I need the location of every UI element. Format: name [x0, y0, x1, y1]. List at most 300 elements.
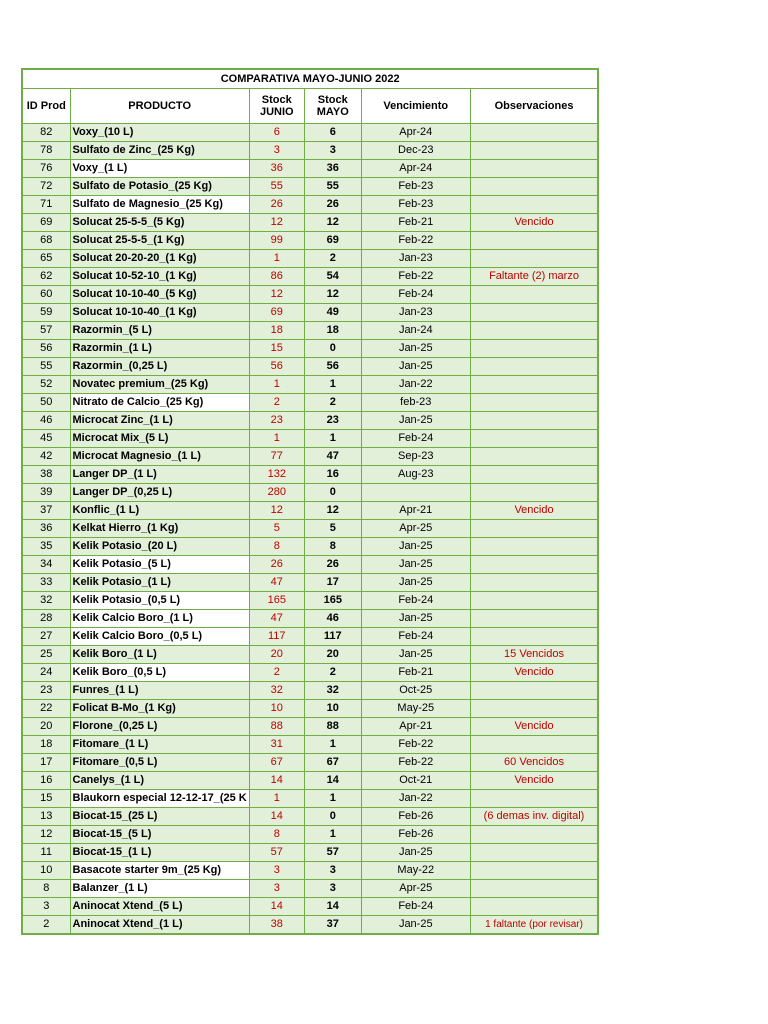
cell-id: 15 — [22, 790, 70, 808]
cell-stock-junio: 3 — [249, 142, 304, 160]
cell-producto: Biocat-15_(1 L) — [70, 844, 249, 862]
cell-stock-junio: 2 — [249, 664, 304, 682]
cell-stock-junio: 1 — [249, 376, 304, 394]
cell-observaciones: Faltante (2) marzo — [470, 268, 598, 286]
table-row — [22, 160, 598, 178]
cell-stock-mayo: 0 — [304, 808, 361, 826]
header-stock-junio — [249, 89, 304, 124]
cell-id: 18 — [22, 736, 70, 754]
cell-producto: Microcat Mix_(5 L) — [70, 430, 249, 448]
cell-id: 45 — [22, 430, 70, 448]
cell-observaciones — [470, 736, 598, 754]
cell-stock-mayo: 8 — [304, 538, 361, 556]
cell-stock-junio: 15 — [249, 340, 304, 358]
cell-stock-mayo: 12 — [304, 214, 361, 232]
cell-producto: Kelik Calcio Boro_(0,5 L) — [70, 628, 249, 646]
cell-producto: Kelik Potasio_(0,5 L) — [70, 592, 249, 610]
cell-vencimiento: Feb-21 — [361, 214, 470, 232]
cell-vencimiento: Apr-25 — [361, 520, 470, 538]
cell-observaciones — [470, 538, 598, 556]
cell-producto: Razormin_(5 L) — [70, 322, 249, 340]
cell-vencimiento: Feb-24 — [361, 628, 470, 646]
cell-vencimiento: Apr-21 — [361, 502, 470, 520]
cell-observaciones — [470, 862, 598, 880]
cell-id: 46 — [22, 412, 70, 430]
cell-id: 37 — [22, 502, 70, 520]
table-row — [22, 736, 598, 754]
cell-stock-mayo: 1 — [304, 430, 361, 448]
cell-id: 60 — [22, 286, 70, 304]
cell-producto: Aninocat Xtend_(1 L) — [70, 916, 249, 935]
cell-producto: Solucat 25-5-5_(1 Kg) — [70, 232, 249, 250]
cell-vencimiento: Jan-22 — [361, 790, 470, 808]
cell-id: 24 — [22, 664, 70, 682]
cell-stock-junio: 57 — [249, 844, 304, 862]
header-producto: PRODUCTO — [70, 89, 249, 124]
cell-id: 56 — [22, 340, 70, 358]
cell-stock-junio: 12 — [249, 214, 304, 232]
cell-stock-mayo: 3 — [304, 142, 361, 160]
cell-stock-junio: 69 — [249, 304, 304, 322]
cell-stock-junio: 8 — [249, 826, 304, 844]
cell-stock-mayo: 67 — [304, 754, 361, 772]
cell-stock-mayo: 1 — [304, 826, 361, 844]
table-row — [22, 286, 598, 304]
cell-stock-junio: 1 — [249, 250, 304, 268]
cell-stock-mayo: 69 — [304, 232, 361, 250]
cell-observaciones — [470, 178, 598, 196]
cell-producto: Aninocat Xtend_(5 L) — [70, 898, 249, 916]
cell-stock-mayo: 26 — [304, 556, 361, 574]
cell-stock-mayo: 17 — [304, 574, 361, 592]
cell-stock-mayo: 57 — [304, 844, 361, 862]
cell-stock-junio: 67 — [249, 754, 304, 772]
table-row — [22, 808, 598, 826]
cell-producto: Sulfato de Magnesio_(25 Kg) — [70, 196, 249, 214]
cell-id: 20 — [22, 718, 70, 736]
cell-observaciones: 60 Vencidos — [470, 754, 598, 772]
cell-id: 57 — [22, 322, 70, 340]
cell-stock-mayo: 1 — [304, 736, 361, 754]
cell-id: 38 — [22, 466, 70, 484]
cell-id: 78 — [22, 142, 70, 160]
cell-vencimiento: Feb-22 — [361, 268, 470, 286]
cell-observaciones: 15 Vencidos — [470, 646, 598, 664]
cell-id: 27 — [22, 628, 70, 646]
cell-stock-junio: 280 — [249, 484, 304, 502]
cell-stock-junio: 10 — [249, 700, 304, 718]
cell-vencimiento: Aug-23 — [361, 466, 470, 484]
cell-vencimiento: Apr-25 — [361, 880, 470, 898]
cell-producto: Sulfato de Potasio_(25 Kg) — [70, 178, 249, 196]
cell-observaciones — [470, 484, 598, 502]
cell-stock-mayo: 14 — [304, 772, 361, 790]
cell-id: 82 — [22, 124, 70, 142]
table-row — [22, 646, 598, 664]
cell-id: 39 — [22, 484, 70, 502]
cell-vencimiento: Feb-21 — [361, 664, 470, 682]
cell-vencimiento: Dec-23 — [361, 142, 470, 160]
cell-observaciones: Vencido — [470, 664, 598, 682]
table-row — [22, 124, 598, 142]
cell-observaciones — [470, 358, 598, 376]
cell-observaciones — [470, 232, 598, 250]
table-row — [22, 898, 598, 916]
cell-stock-mayo: 20 — [304, 646, 361, 664]
cell-observaciones — [470, 340, 598, 358]
cell-vencimiento — [361, 484, 470, 502]
cell-observaciones — [470, 124, 598, 142]
cell-vencimiento: Feb-24 — [361, 592, 470, 610]
cell-stock-junio: 14 — [249, 898, 304, 916]
cell-stock-junio: 56 — [249, 358, 304, 376]
cell-producto: Konflic_(1 L) — [70, 502, 249, 520]
cell-observaciones — [470, 844, 598, 862]
cell-producto: Kelkat Hierro_(1 Kg) — [70, 520, 249, 538]
header-vencimiento: Vencimiento — [361, 89, 470, 124]
cell-stock-junio: 18 — [249, 322, 304, 340]
cell-producto: Kelik Calcio Boro_(1 L) — [70, 610, 249, 628]
table-row — [22, 700, 598, 718]
table-row — [22, 592, 598, 610]
cell-observaciones — [470, 700, 598, 718]
cell-observaciones — [470, 826, 598, 844]
cell-observaciones — [470, 556, 598, 574]
cell-producto: Nitrato de Calcio_(25 Kg) — [70, 394, 249, 412]
cell-observaciones — [470, 412, 598, 430]
cell-id: 76 — [22, 160, 70, 178]
cell-observaciones — [470, 430, 598, 448]
cell-vencimiento: Oct-21 — [361, 772, 470, 790]
cell-id: 42 — [22, 448, 70, 466]
cell-producto: Langer DP_(1 L) — [70, 466, 249, 484]
cell-stock-junio: 8 — [249, 538, 304, 556]
cell-vencimiento: Feb-22 — [361, 736, 470, 754]
cell-vencimiento: Jan-25 — [361, 916, 470, 935]
table-row — [22, 430, 598, 448]
cell-stock-mayo: 165 — [304, 592, 361, 610]
cell-vencimiento: Feb-24 — [361, 286, 470, 304]
cell-producto: Blaukorn especial 12-12-17_(25 K — [70, 790, 249, 808]
cell-stock-mayo: 2 — [304, 394, 361, 412]
cell-producto: Basacote starter 9m_(25 Kg) — [70, 862, 249, 880]
comparison-table — [21, 68, 599, 935]
cell-observaciones — [470, 394, 598, 412]
cell-vencimiento: Jan-25 — [361, 610, 470, 628]
cell-observaciones — [470, 790, 598, 808]
cell-id: 68 — [22, 232, 70, 250]
cell-id: 28 — [22, 610, 70, 628]
cell-stock-junio: 165 — [249, 592, 304, 610]
table-row — [22, 628, 598, 646]
table-row — [22, 412, 598, 430]
table-row — [22, 538, 598, 556]
table-row — [22, 232, 598, 250]
cell-stock-mayo: 1 — [304, 790, 361, 808]
cell-vencimiento: Feb-26 — [361, 808, 470, 826]
cell-observaciones — [470, 376, 598, 394]
table-row — [22, 556, 598, 574]
cell-id: 17 — [22, 754, 70, 772]
cell-stock-junio: 86 — [249, 268, 304, 286]
cell-stock-mayo: 55 — [304, 178, 361, 196]
cell-producto: Florone_(0,25 L) — [70, 718, 249, 736]
cell-observaciones: (6 demas inv. digital) — [470, 808, 598, 826]
cell-vencimiento: Jan-23 — [361, 250, 470, 268]
cell-producto: Microcat Magnesio_(1 L) — [70, 448, 249, 466]
cell-stock-mayo: 23 — [304, 412, 361, 430]
cell-id: 34 — [22, 556, 70, 574]
cell-vencimiento: Apr-24 — [361, 124, 470, 142]
cell-vencimiento: Jan-23 — [361, 304, 470, 322]
cell-stock-mayo: 12 — [304, 502, 361, 520]
cell-producto: Fitomare_(1 L) — [70, 736, 249, 754]
table-row — [22, 916, 598, 935]
table-row — [22, 304, 598, 322]
cell-id: 11 — [22, 844, 70, 862]
cell-stock-junio: 117 — [249, 628, 304, 646]
cell-producto: Razormin_(0,25 L) — [70, 358, 249, 376]
cell-id: 52 — [22, 376, 70, 394]
cell-observaciones — [470, 196, 598, 214]
table-row — [22, 772, 598, 790]
cell-vencimiento: feb-23 — [361, 394, 470, 412]
cell-observaciones — [470, 250, 598, 268]
cell-vencimiento: Jan-24 — [361, 322, 470, 340]
cell-producto: Kelik Boro_(1 L) — [70, 646, 249, 664]
cell-id: 16 — [22, 772, 70, 790]
cell-id: 12 — [22, 826, 70, 844]
cell-stock-junio: 36 — [249, 160, 304, 178]
cell-id: 55 — [22, 358, 70, 376]
cell-observaciones — [470, 160, 598, 178]
cell-id: 3 — [22, 898, 70, 916]
cell-producto: Canelys_(1 L) — [70, 772, 249, 790]
table-row — [22, 862, 598, 880]
cell-vencimiento: Jan-25 — [361, 556, 470, 574]
cell-stock-mayo: 47 — [304, 448, 361, 466]
header-stock-mayo — [304, 89, 361, 124]
cell-observaciones — [470, 610, 598, 628]
cell-id: 13 — [22, 808, 70, 826]
table-row — [22, 610, 598, 628]
cell-producto: Kelik Potasio_(5 L) — [70, 556, 249, 574]
cell-stock-mayo: 117 — [304, 628, 361, 646]
cell-id: 8 — [22, 880, 70, 898]
table-row — [22, 340, 598, 358]
cell-vencimiento: Feb-23 — [361, 178, 470, 196]
table-row — [22, 484, 598, 502]
cell-vencimiento: Jan-25 — [361, 574, 470, 592]
cell-stock-mayo: 2 — [304, 250, 361, 268]
table-row — [22, 250, 598, 268]
cell-stock-mayo: 0 — [304, 484, 361, 502]
cell-stock-junio: 1 — [249, 430, 304, 448]
cell-producto: Folicat B-Mo_(1 Kg) — [70, 700, 249, 718]
cell-id: 36 — [22, 520, 70, 538]
cell-vencimiento: Jan-25 — [361, 646, 470, 664]
header-stock-mayo-line1: Stock — [317, 94, 348, 106]
cell-observaciones: Vencido — [470, 772, 598, 790]
cell-vencimiento: Feb-26 — [361, 826, 470, 844]
cell-stock-junio: 14 — [249, 772, 304, 790]
table-row — [22, 754, 598, 772]
header-stock-junio-line1: Stock — [261, 94, 292, 106]
cell-stock-junio: 26 — [249, 556, 304, 574]
cell-vencimiento: Jan-25 — [361, 412, 470, 430]
cell-observaciones — [470, 448, 598, 466]
cell-stock-mayo: 14 — [304, 898, 361, 916]
cell-producto: Voxy_(10 L) — [70, 124, 249, 142]
cell-stock-junio: 26 — [249, 196, 304, 214]
cell-observaciones — [470, 322, 598, 340]
table-row — [22, 358, 598, 376]
cell-id: 10 — [22, 862, 70, 880]
cell-stock-junio: 23 — [249, 412, 304, 430]
cell-stock-mayo: 2 — [304, 664, 361, 682]
cell-id: 32 — [22, 592, 70, 610]
cell-observaciones — [470, 520, 598, 538]
cell-producto: Microcat Zinc_(1 L) — [70, 412, 249, 430]
cell-vencimiento: Jan-22 — [361, 376, 470, 394]
cell-stock-mayo: 6 — [304, 124, 361, 142]
cell-observaciones — [470, 304, 598, 322]
table-row — [22, 826, 598, 844]
table-row — [22, 718, 598, 736]
table-row — [22, 520, 598, 538]
table-body — [22, 124, 598, 935]
cell-producto: Funres_(1 L) — [70, 682, 249, 700]
cell-vencimiento: Jan-25 — [361, 340, 470, 358]
cell-stock-junio: 77 — [249, 448, 304, 466]
cell-stock-junio: 31 — [249, 736, 304, 754]
cell-producto: Balanzer_(1 L) — [70, 880, 249, 898]
cell-stock-mayo: 5 — [304, 520, 361, 538]
table-row — [22, 664, 598, 682]
table-row — [22, 466, 598, 484]
cell-stock-junio: 5 — [249, 520, 304, 538]
cell-stock-junio: 55 — [249, 178, 304, 196]
cell-vencimiento: Feb-23 — [361, 196, 470, 214]
cell-observaciones: 1 faltante (por revisar) — [470, 916, 598, 935]
table-row — [22, 394, 598, 412]
table-row — [22, 322, 598, 340]
cell-observaciones — [470, 628, 598, 646]
cell-observaciones: Vencido — [470, 214, 598, 232]
cell-observaciones — [470, 286, 598, 304]
cell-observaciones — [470, 682, 598, 700]
cell-producto: Solucat 10-52-10_(1 Kg) — [70, 268, 249, 286]
cell-id: 22 — [22, 700, 70, 718]
cell-observaciones — [470, 880, 598, 898]
cell-id: 33 — [22, 574, 70, 592]
cell-producto: Biocat-15_(25 L) — [70, 808, 249, 826]
cell-stock-junio: 12 — [249, 502, 304, 520]
table-row — [22, 574, 598, 592]
cell-id: 65 — [22, 250, 70, 268]
cell-stock-junio: 99 — [249, 232, 304, 250]
cell-producto: Solucat 10-10-40_(5 Kg) — [70, 286, 249, 304]
cell-stock-mayo: 36 — [304, 160, 361, 178]
cell-id: 23 — [22, 682, 70, 700]
cell-id: 72 — [22, 178, 70, 196]
table-row — [22, 880, 598, 898]
cell-stock-mayo: 12 — [304, 286, 361, 304]
cell-vencimiento: Oct-25 — [361, 682, 470, 700]
cell-vencimiento: May-25 — [361, 700, 470, 718]
cell-stock-junio: 6 — [249, 124, 304, 142]
cell-stock-mayo: 10 — [304, 700, 361, 718]
cell-observaciones: Vencido — [470, 502, 598, 520]
cell-stock-mayo: 46 — [304, 610, 361, 628]
cell-stock-junio: 14 — [249, 808, 304, 826]
cell-stock-junio: 2 — [249, 394, 304, 412]
header-stock-junio-line2: JUNIO — [259, 106, 294, 118]
cell-vencimiento: Feb-24 — [361, 898, 470, 916]
cell-id: 71 — [22, 196, 70, 214]
cell-observaciones — [470, 592, 598, 610]
cell-vencimiento: Feb-22 — [361, 754, 470, 772]
cell-id: 35 — [22, 538, 70, 556]
cell-producto: Langer DP_(0,25 L) — [70, 484, 249, 502]
table-row — [22, 790, 598, 808]
cell-producto: Fitomare_(0,5 L) — [70, 754, 249, 772]
cell-id: 2 — [22, 916, 70, 935]
cell-stock-mayo: 18 — [304, 322, 361, 340]
cell-stock-junio: 3 — [249, 862, 304, 880]
cell-stock-mayo: 3 — [304, 880, 361, 898]
cell-stock-mayo: 54 — [304, 268, 361, 286]
cell-observaciones — [470, 142, 598, 160]
cell-vencimiento: Feb-24 — [361, 430, 470, 448]
cell-producto: Solucat 20-20-20_(1 Kg) — [70, 250, 249, 268]
cell-producto: Kelik Potasio_(20 L) — [70, 538, 249, 556]
cell-vencimiento: Apr-21 — [361, 718, 470, 736]
cell-stock-junio: 47 — [249, 574, 304, 592]
cell-producto: Biocat-15_(5 L) — [70, 826, 249, 844]
header-observaciones: Observaciones — [470, 89, 598, 124]
table-row — [22, 448, 598, 466]
cell-stock-mayo: 56 — [304, 358, 361, 376]
cell-stock-junio: 88 — [249, 718, 304, 736]
cell-vencimiento: Apr-24 — [361, 160, 470, 178]
cell-stock-mayo: 1 — [304, 376, 361, 394]
header-row — [22, 89, 598, 124]
cell-id: 50 — [22, 394, 70, 412]
table-row — [22, 844, 598, 862]
cell-stock-mayo: 49 — [304, 304, 361, 322]
cell-stock-mayo: 88 — [304, 718, 361, 736]
table-row — [22, 142, 598, 160]
cell-id: 59 — [22, 304, 70, 322]
cell-producto: Razormin_(1 L) — [70, 340, 249, 358]
cell-stock-mayo: 16 — [304, 466, 361, 484]
cell-observaciones — [470, 466, 598, 484]
cell-stock-junio: 12 — [249, 286, 304, 304]
cell-producto: Solucat 25-5-5_(5 Kg) — [70, 214, 249, 232]
cell-vencimiento: Sep-23 — [361, 448, 470, 466]
table-row — [22, 682, 598, 700]
table-row — [22, 196, 598, 214]
cell-stock-junio: 32 — [249, 682, 304, 700]
cell-stock-junio: 1 — [249, 790, 304, 808]
cell-vencimiento: Feb-22 — [361, 232, 470, 250]
table-row — [22, 214, 598, 232]
cell-observaciones — [470, 574, 598, 592]
cell-stock-junio: 3 — [249, 880, 304, 898]
cell-vencimiento: Jan-25 — [361, 844, 470, 862]
cell-vencimiento: Jan-25 — [361, 538, 470, 556]
